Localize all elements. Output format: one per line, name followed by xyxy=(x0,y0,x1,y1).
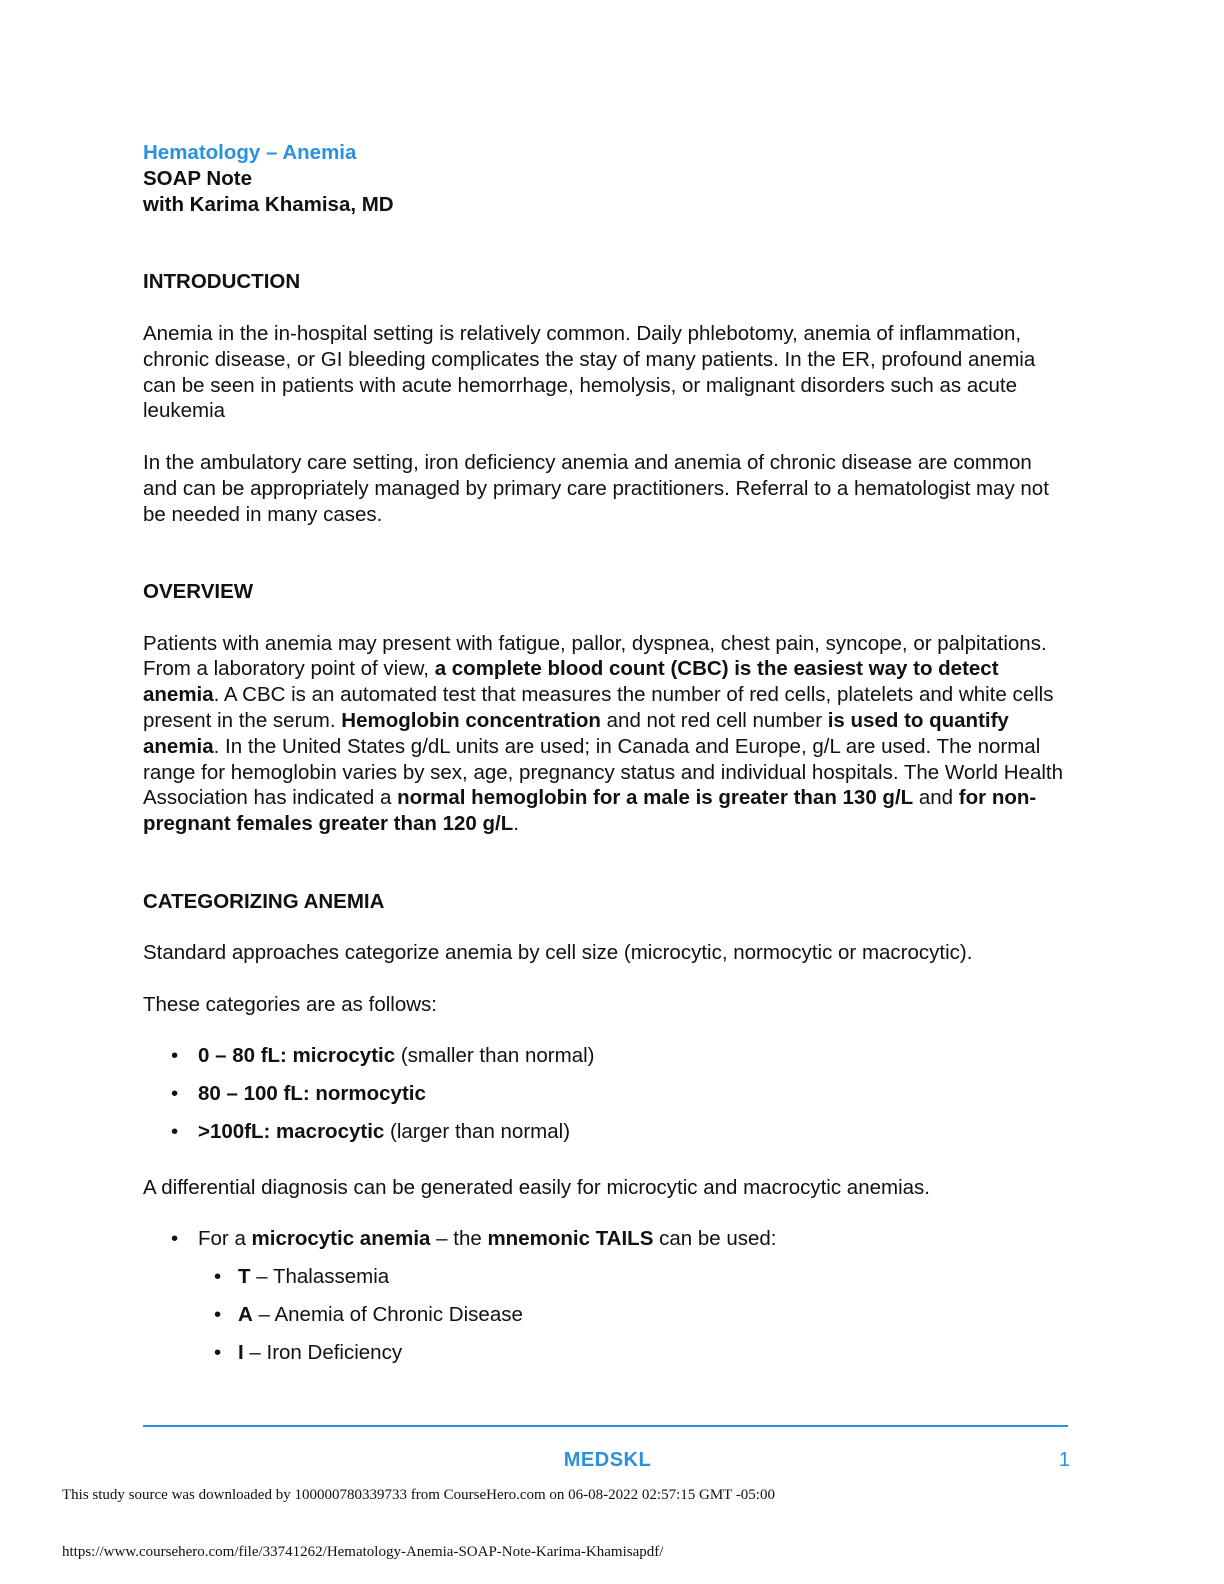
document-title: Hematology – Anemia xyxy=(143,141,357,164)
list-item-bold: 80 – 100 fL: normocytic xyxy=(198,1082,426,1106)
tails-letter: I xyxy=(238,1340,244,1364)
tails-sublist xyxy=(198,1264,1068,1365)
overview-bold-3: is used to quantify anemia xyxy=(143,708,1009,758)
list-item-text: (larger than normal) xyxy=(384,1119,571,1143)
list-item xyxy=(143,1119,1068,1145)
overview-bold-4: normal hemoglobin for a male is greater than 130 g/L xyxy=(397,786,914,810)
tails-letter: A xyxy=(238,1302,253,1326)
tails-text-mid: – the xyxy=(430,1227,488,1251)
download-source-notice: This study source was downloaded by 100000780339733 from CourseHero.com on 06-08-2022 02:57:15 GMT -05:00 xyxy=(62,1487,775,1503)
overview-text-1: Patients with anemia may present with fatigue, pallor, dyspnea, chest pain, syncope, or palpitations. From a laboratory point of view, xyxy=(143,631,1047,681)
tails-item-text: – Thalassemia xyxy=(250,1265,390,1289)
overview-bold-1: a complete blood count (CBC) is the easiest way to detect anemia xyxy=(143,657,999,707)
source-url: https://www.coursehero.com/file/33741262/Hematology-Anemia-SOAP-Note-Karima-Khamisapdf/ xyxy=(62,1544,664,1560)
overview-bold-5: for non-pregnant females greater than 120 g/L xyxy=(143,786,1037,836)
overview-heading: OVERVIEW xyxy=(143,579,254,603)
overview-paragraph xyxy=(143,631,1068,837)
document-header xyxy=(143,140,1068,217)
categorizing-paragraph-2: These categories are as follows: xyxy=(143,992,437,1016)
tails-text-post: can be used: xyxy=(653,1227,777,1251)
list-item-bold: 0 – 80 fL: microcytic xyxy=(198,1044,396,1068)
document-subtitle: SOAP Note xyxy=(143,166,252,190)
overview-text-4: . In the United States g/dL units are used; in Canada and Europe, g/L are used. The normal range for hemoglobin varies by sex, age, pregnancy status and individual hospitals. The World Health Association has indicated a xyxy=(143,734,1063,810)
tails-text-pre: For a xyxy=(198,1227,252,1251)
tails-bold-2: mnemonic TAILS xyxy=(487,1227,654,1251)
list-item-text: (smaller than normal) xyxy=(395,1044,595,1068)
tails-item-text: – Iron Deficiency xyxy=(243,1340,403,1364)
footer-brand-logo: MEDSKL xyxy=(563,1449,652,1471)
list-item xyxy=(143,1043,1068,1069)
size-category-list xyxy=(143,1043,1068,1144)
list-item xyxy=(198,1340,1068,1366)
list-item xyxy=(198,1302,1068,1328)
categorizing-paragraph-1: Standard approaches categorize anemia by cell size (microcytic, normocytic or macrocytic). xyxy=(143,941,973,965)
introduction-paragraph-1: Anemia in the in-hospital setting is relatively common. Daily phlebotomy, anemia of inflammation, chronic disease, or GI bleeding complicates the stay of many patients. In the ER, profound anemia can be seen in patients with acute hemorrhage, hemolysis, or malignant disorders such as acute leukemia xyxy=(143,321,1036,423)
overview-text-5: and xyxy=(913,786,959,810)
overview-text-6: . xyxy=(513,812,519,836)
categorizing-heading: CATEGORIZING ANEMIA xyxy=(143,889,385,913)
list-item xyxy=(143,1081,1068,1107)
tails-item-text: – Anemia of Chronic Disease xyxy=(252,1302,523,1326)
overview-text-3: and not red cell number xyxy=(600,708,828,732)
document-author: with Karima Khamisa, MD xyxy=(143,192,394,216)
page-number: 1 xyxy=(1058,1449,1070,1471)
list-item xyxy=(143,1226,1068,1365)
tails-letter: T xyxy=(238,1265,251,1289)
overview-text-2: . A CBC is an automated test that measures the number of red cells, platelets and white cells present in the serum. xyxy=(143,683,1054,732)
overview-bold-2: Hemoglobin concentration xyxy=(341,708,601,732)
footer-divider xyxy=(143,1425,1068,1427)
introduction-heading: INTRODUCTION xyxy=(143,270,301,294)
tails-list xyxy=(143,1226,1068,1365)
document-body xyxy=(143,140,1068,1365)
tails-bold-1: microcytic anemia xyxy=(251,1227,431,1251)
list-item xyxy=(198,1264,1068,1290)
categorizing-paragraph-3: A differential diagnosis can be generated easily for microcytic and macrocytic anemias. xyxy=(143,1175,930,1199)
introduction-paragraph-2: In the ambulatory care setting, iron deficiency anemia and anemia of chronic disease are common and can be appropriately managed by primary care practitioners. Referral to a hematologist may not be needed in many cases. xyxy=(143,450,1049,526)
list-item-bold: >100fL: macrocytic xyxy=(198,1119,385,1143)
